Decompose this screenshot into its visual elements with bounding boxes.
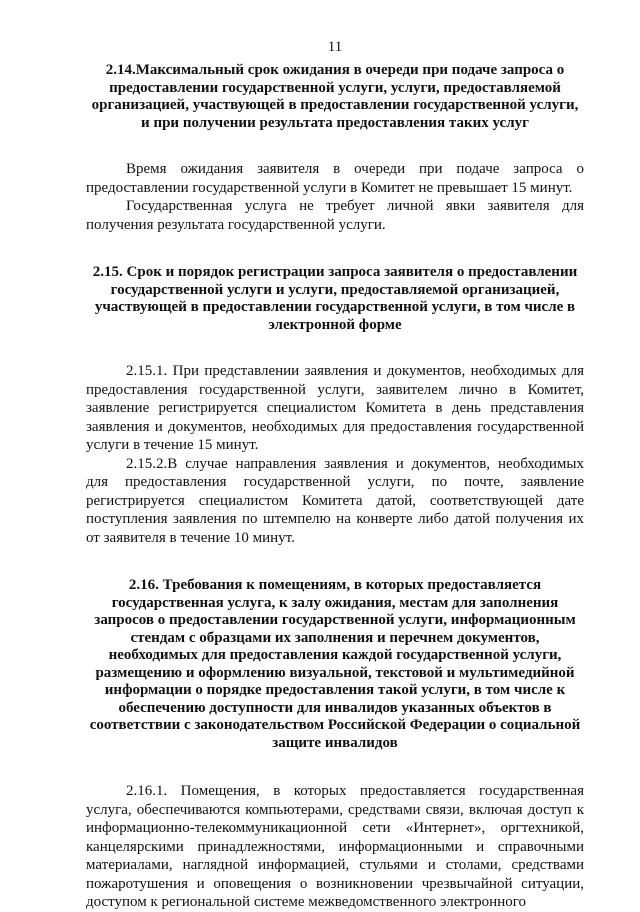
section-2-16 [86,577,584,912]
section-heading: 2.15. Срок и порядок регистрации запроса заявителя о предоставлении государственной услуги и услуги, предоставляемой организацией, участвующей в предоставлении государственной услуги, в том числе в электронной форме [92,264,578,333]
section-2-14 [86,62,584,234]
paragraph: Государственная услуга не требует личной явки заявителя для получения результата государственной услуги. [86,198,584,233]
paragraph: 2.16.1. Помещения, в которых предоставляется государственная услуга, обеспечиваются компьютерами, средствами связи, включая доступ к информационно-телекоммуникационной сети «Интернет», оргтехникой, канцелярскими принадлежностями, информационными и справочными материалами, наглядной информацией, стульями и столами, средствами пожаротушения и оповещения о возникновении чрезвычайной ситуации, доступом к региональной системе межведомственного электронного [86,783,584,910]
section-heading: 2.16. Требования к помещениям, в которых предоставляется государственная услуга, к залу ожидания, местам для заполнения запросов о предоставлении государственной услуги, информационным стендам с образцами их заполнения и перечнем документов, необходимых для предоставления каждой государственной услуги, размещению и оформлению визуальной, текстовой и мультимедийной информации о порядке предоставления такой услуги, в том числе к обеспечению доступности для инвалидов указанных объектов в соответствии с законодательством Российской Федерации о социальной защите инвалидов [89,577,581,751]
paragraph: 2.15.2.В случае направления заявления и документов, необходимых для предоставления государственной услуги, по почте, заявление регистрируется специалистом Комитета датой, соответствующей дате поступления заявления по штемпелю на конверте либо датой получения их от заявителя в течение 10 минут. [86,455,584,546]
paragraph: 2.15.1. При представлении заявления и документов, необходимых для предоставления государственной услуги, заявителем лично в Комитет, заявление регистрируется специалистом Комитета в день представления заявления и документов, необходимых для предоставления государственной услуги в течение 15 минут. [86,363,584,453]
page-number: 11 [327,39,343,55]
section-2-15 [86,264,584,547]
paragraph: Время ожидания заявителя в очереди при подаче запроса о предоставлении государственной услуги в Комитет не превышает 15 минут. [86,161,584,196]
section-heading: 2.14.Максимальный срок ожидания в очереди при подаче запроса о предоставлении государственной услуги, услуги, предоставляемой организацией, участвующей в предоставлении государственной услуги, и при получении результата предоставления таких услуг [91,62,579,131]
